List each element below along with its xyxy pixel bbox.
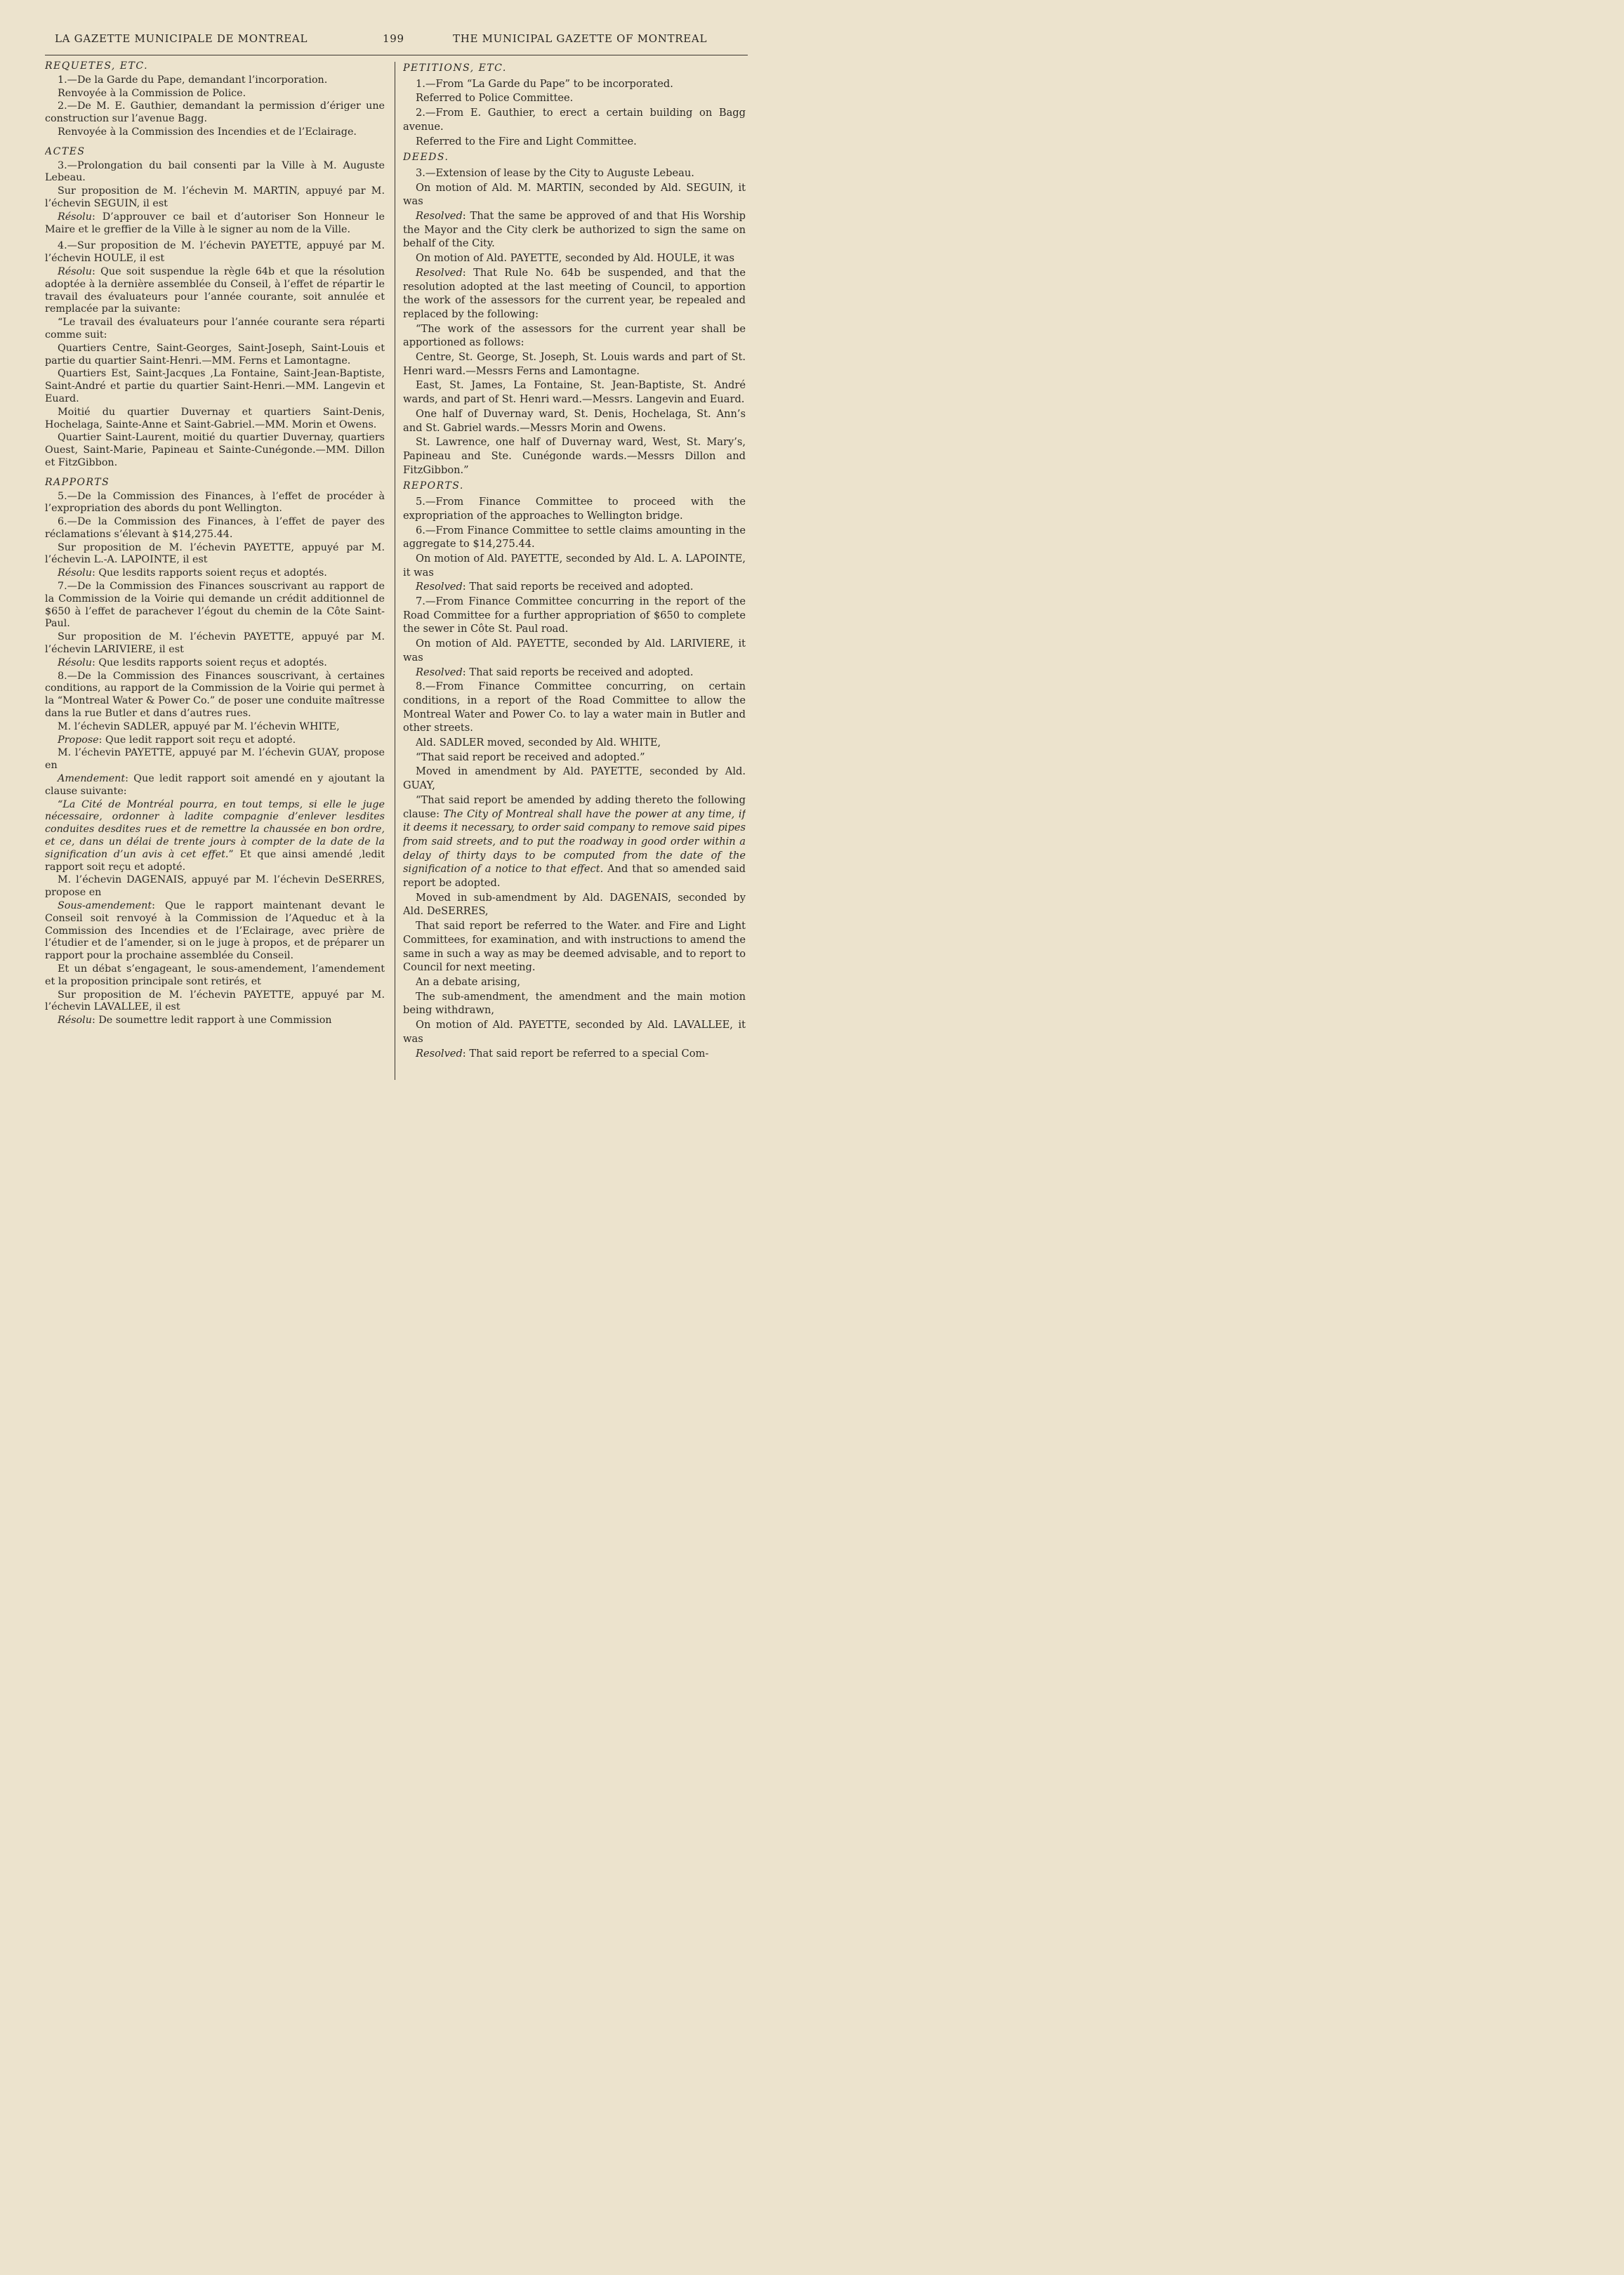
paragraph bbox=[45, 900, 385, 963]
paragraph: East, St. James, La Fontaine, St. Jean-Baptiste, St. André wards, and part of St. Henri ward.—Messrs. Langevin and Euard. bbox=[403, 379, 746, 406]
paragraph: Renvoyée à la Commission des Incendies et de l’Eclairage. bbox=[58, 126, 357, 138]
page-header bbox=[0, 27, 786, 55]
paragraph: 5.—De la Commission des Finances, à l’effet de procéder à l’expropriation des abords du pont Wellington. bbox=[45, 490, 385, 515]
section-heading-rapports: RAPPORTS bbox=[45, 476, 110, 488]
paragraph: “That said report be received and adopted.” bbox=[416, 751, 645, 763]
paragraph: 7.—From Finance Committee concurring in the report of the Road Committee for a further appropriation of $650 to complete the sewer in Côte St. Paul road. bbox=[403, 595, 746, 635]
paragraph: 8.—From Finance Committee concurring, on certain conditions, in a report of the Road Committee to allow the Montreal Water and Power Co. to lay a water main in Butler and other streets. bbox=[403, 680, 746, 734]
paragraph bbox=[403, 580, 746, 594]
resolution-label: Résolu bbox=[58, 265, 92, 277]
paragraph: 6.—From Finance Committee to settle claims amounting in the aggregate to $14,275.44. bbox=[403, 524, 746, 550]
paragraph: St. Lawrence, one half of Duvernay ward, West, St. Mary’s, Papineau and Ste. Cunégonde wards.—Messrs Dillon and FitzGibbon.” bbox=[403, 436, 746, 476]
paragraph: 7.—De la Commission des Finances souscrivant au rapport de la Commission de la Voirie qui demande un crédit additionnel de $650 à l’effet de parachever l’égout du chemin de la Côte Saint-Paul. bbox=[45, 581, 385, 630]
english-column bbox=[403, 62, 746, 1087]
paragraph: 1.—De la Garde du Pape, demandant l’incorporation. bbox=[58, 74, 328, 86]
paragraph bbox=[403, 666, 746, 680]
paragraph: Moitié du quartier Duvernay et quartiers Saint-Denis, Hochelaga, Sainte-Anne et Saint-Gabriel.—MM. Morin et Owens. bbox=[45, 406, 385, 430]
section-heading-reports: REPORTS. bbox=[403, 480, 464, 492]
paragraph: 6.—De la Commission des Finances, à l’effet de payer des réclamations s’élevant à $14,275.44. bbox=[45, 516, 385, 540]
paragraph: “The work of the assessors for the current year shall be apportioned as follows: bbox=[403, 322, 746, 349]
resolution-label: Résolu bbox=[58, 211, 92, 223]
resolution-text: : That Rule No. 64b be suspended, and that the resolution adopted at the last meeting of Council, to apportion the work of the assessors for the current year, be repealed and replaced by the following: bbox=[403, 266, 746, 320]
amendment-text: : Que ledit rapport soit amendé en y ajoutant la clause suivante: bbox=[45, 773, 385, 797]
resolution-label: Résolu bbox=[58, 657, 92, 668]
paragraph bbox=[45, 657, 385, 670]
section-heading-requetes: REQUETES, ETC. bbox=[45, 60, 149, 72]
paragraph: Moved in sub-amendment by Ald. DAGENAIS, seconded by Ald. DeSERRES, bbox=[403, 891, 746, 918]
page-number: 199 bbox=[383, 32, 404, 45]
resolution-text: : D’approuver ce bail et d’autoriser Son Honneur le Maire et le greffier de la Ville à le signer au nom de la Ville. bbox=[45, 211, 385, 235]
paragraph: 8.—De la Commission des Finances souscrivant, à certaines conditions, au rapport de la Commission de la Voirie qui permet à la “Montreal Water & Power Co.” de poser une conduite maîtresse dans la rue Butler et dans d’autres rues. bbox=[45, 670, 385, 720]
paragraph: The sub-amendment, the amendment and the main motion being withdrawn, bbox=[403, 990, 746, 1017]
paragraph: 3.—Extension of lease by the City to Auguste Lebeau. bbox=[416, 166, 694, 179]
paragraph: On motion of Ald. PAYETTE, seconded by Ald. L. A. LAPOINTE, it was bbox=[403, 552, 746, 579]
resolution-text: : That said report be referred to a special Com- bbox=[462, 1047, 709, 1060]
header-left-title: LA GAZETTE MUNICIPALE DE MONTREAL bbox=[55, 32, 308, 45]
motion-text: : Que ledit rapport soit reçu et adopté. bbox=[98, 734, 296, 746]
paragraph: On motion of Ald. PAYETTE, seconded by Ald. HOULE, it was bbox=[416, 252, 734, 265]
paragraph bbox=[403, 1047, 746, 1061]
header-right-title: THE MUNICIPAL GAZETTE OF MONTREAL bbox=[453, 32, 708, 45]
resolution-label: Resolved bbox=[416, 1047, 463, 1060]
amendment-label: Amendement bbox=[58, 773, 126, 785]
resolution-label: Resolved bbox=[416, 210, 463, 223]
resolution-label: Resolved bbox=[416, 666, 463, 678]
paragraph: Renvoyée à la Commission de Police. bbox=[58, 87, 246, 99]
paragraph bbox=[403, 266, 746, 322]
paragraph: 4.—Sur proposition de M. l’échevin PAYETTE, appuyé par M. l’échevin HOULE, il est bbox=[45, 240, 385, 265]
paragraph: “Le travail des évaluateurs pour l’année courante sera réparti comme suit: bbox=[45, 317, 385, 341]
paragraph: On motion of Ald. M. MARTIN, seconded by Ald. SEGUIN, it was bbox=[403, 181, 746, 208]
paragraph: Referred to Police Committee. bbox=[416, 92, 574, 105]
sub-amendment-text: : Que le rapport maintenant devant le Conseil soit renvoyé à la Commission de l’Aqueduc et à la Commission des Incendies et de l’Eclairage, avec prière de l’étudier et de l’amender, si on le juge à propos, et de préparer un rapport pour la prochaine assemblée du Conseil. bbox=[45, 900, 385, 962]
paragraph: 3.—Prolongation du bail consenti par la Ville à M. Auguste Lebeau. bbox=[45, 159, 385, 184]
paragraph bbox=[45, 1015, 385, 1027]
paragraph: An a debate arising, bbox=[416, 976, 520, 988]
quoted-clause: The City of Montreal shall have the power at any time, if it deems it necessary, to order said company to remove said pipes from said streets, and to put the roadway in good order within a delay of thirty days to be computed from the date of the signification of a notice to that effect. bbox=[403, 807, 746, 876]
paragraph: Et un débat s’engageant, le sous-amendement, l’amendement et la proposition principale sont retirés, et bbox=[45, 963, 385, 987]
paragraph: 5.—From Finance Committee to proceed with the expropriation of the approaches to Wellington bridge. bbox=[403, 496, 746, 522]
paragraph bbox=[45, 266, 385, 316]
paragraph bbox=[45, 799, 385, 874]
motion-label: Propose bbox=[58, 734, 99, 746]
paragraph: M. l’échevin SADLER, appuyé par M. l’échevin WHITE, bbox=[58, 720, 340, 732]
paragraph: M. l’échevin PAYETTE, appuyé par M. l’échevin GUAY, propose en bbox=[45, 747, 385, 772]
sub-amendment-label: Sous-amendement bbox=[58, 900, 152, 911]
paragraph bbox=[403, 793, 746, 890]
resolution-text: : De soumettre ledit rapport à une Commission bbox=[91, 1015, 332, 1027]
paragraph: On motion of Ald. PAYETTE, seconded by Ald. LAVALLEE, it was bbox=[403, 1019, 746, 1045]
resolution-label: Résolu bbox=[58, 1015, 92, 1027]
paragraph bbox=[403, 209, 746, 251]
paragraph: Referred to the Fire and Light Committee. bbox=[416, 135, 637, 147]
resolution-text: : That said reports be received and adopted. bbox=[462, 666, 694, 678]
paragraph: One half of Duvernay ward, St. Denis, Hochelaga, St. Ann’s and St. Gabriel wards.—Messrs Morin and Owens. bbox=[403, 407, 746, 434]
paragraph: Sur proposition de M. l’échevin M. MARTIN, appuyé par M. l’échevin SEGUIN, il est bbox=[45, 185, 385, 209]
section-heading-deeds: DEEDS. bbox=[403, 152, 449, 164]
section-heading-actes: ACTES bbox=[45, 145, 86, 157]
section-heading-petitions: PETITIONS, ETC. bbox=[403, 62, 507, 74]
resolution-label: Resolved bbox=[416, 266, 463, 279]
paragraph: Sur proposition de M. l’échevin PAYETTE, appuyé par M. l’échevin LAVALLEE, il est bbox=[45, 989, 385, 1013]
paragraph: Quartiers Centre, Saint-Georges, Saint-Joseph, Saint-Louis et partie du quartier Saint-Henri.—MM. Ferns et Lamontagne. bbox=[45, 342, 385, 367]
quoted-clause: “La Cité de Montréal pourra, en tout temps, si elle le juge nécessaire, ordonner à ladite compagnie d’enlever lesdites conduites desdites rues et de remettre la chaussée en bon ordre, et ce, dans un délai de trente jours à compter de la date de la signification d’un avis à cet effet. bbox=[45, 798, 385, 860]
paragraph: Centre, St. George, St. Joseph, St. Louis wards and part of St. Henri ward.—Messrs Ferns and Lamontagne. bbox=[403, 351, 746, 377]
resolution-text: : That the same be approved of and that His Worship the Mayor and the City clerk be authorized to sign the same on behalf of the City. bbox=[403, 210, 746, 250]
resolution-text: : Que lesdits rapports soient reçus et adoptés. bbox=[91, 657, 327, 668]
paragraph: Moved in amendment by Ald. PAYETTE, seconded by Ald. GUAY, bbox=[403, 765, 746, 792]
paragraph: Sur proposition de M. l’échevin PAYETTE, appuyé par M. l’échevin LARIVIERE, il est bbox=[45, 631, 385, 656]
paragraph: Sur proposition de M. l’échevin PAYETTE, appuyé par M. l’échevin L.-A. LAPOINTE, il est bbox=[45, 541, 385, 566]
amendment-intro: “That said report be amended by adding thereto the following clause: bbox=[403, 793, 746, 820]
paragraph: 2.—From E. Gauthier, to erect a certain building on Bagg avenue. bbox=[403, 107, 746, 133]
resolution-text: : Que soit suspendue la règle 64b et que la résolution adoptée à la dernière assemblée du Conseil, à l’effet de répartir le travail des évaluateurs pour l’année courante, soit annulée et remplacée par la suivante: bbox=[45, 265, 385, 315]
resolution-text: : That said reports be received and adopted. bbox=[462, 581, 694, 593]
paragraph: Quartiers Est, Saint-Jacques ,La Fontaine, Saint-Jean-Baptiste, Saint-André et partie du quartier Saint-Henri.—MM. Langevin et Euard. bbox=[45, 368, 385, 404]
paragraph: Ald. SADLER moved, seconded by Ald. WHITE, bbox=[416, 737, 661, 749]
paragraph: 2.—De M. E. Gauthier, demandant la permission d’ériger une construction sur l’avenue Bagg. bbox=[45, 100, 385, 125]
resolution-label: Résolu bbox=[58, 567, 92, 579]
clause-end: ” Et que ainsi amendé ,ledit rapport soit reçu et adopté. bbox=[45, 848, 385, 873]
paragraph bbox=[45, 734, 385, 747]
paragraph bbox=[45, 773, 385, 798]
paragraph: On motion of Ald. PAYETTE, seconded by Ald. LARIVIERE, it was bbox=[403, 638, 746, 664]
resolution-label: Resolved bbox=[416, 581, 463, 593]
paragraph: 1.—From “La Garde du Pape” to be incorporated. bbox=[416, 77, 673, 90]
paragraph: That said report be referred to the Water. and Fire and Light Committees, for examination, and with instructions to amend the same in such a way as may be deemed advisable, and to report to Council for next meeting. bbox=[403, 920, 746, 974]
paragraph: M. l’échevin DAGENAIS, appuyé par M. l’échevin DeSERRES, propose en bbox=[45, 874, 385, 899]
resolution-text: : Que lesdits rapports soient reçus et adoptés. bbox=[91, 567, 327, 579]
paragraph bbox=[45, 211, 385, 237]
paragraph bbox=[45, 567, 385, 580]
clause-end: And that so amended said report be adopted. bbox=[403, 863, 746, 890]
paragraph: Quartier Saint-Laurent, moitié du quartier Duvernay, quartiers Ouest, Saint-Marie, Papineau et Sainte-Cunégonde.—MM. Dillon et FitzGibbon. bbox=[45, 432, 385, 468]
french-column bbox=[45, 60, 385, 1086]
